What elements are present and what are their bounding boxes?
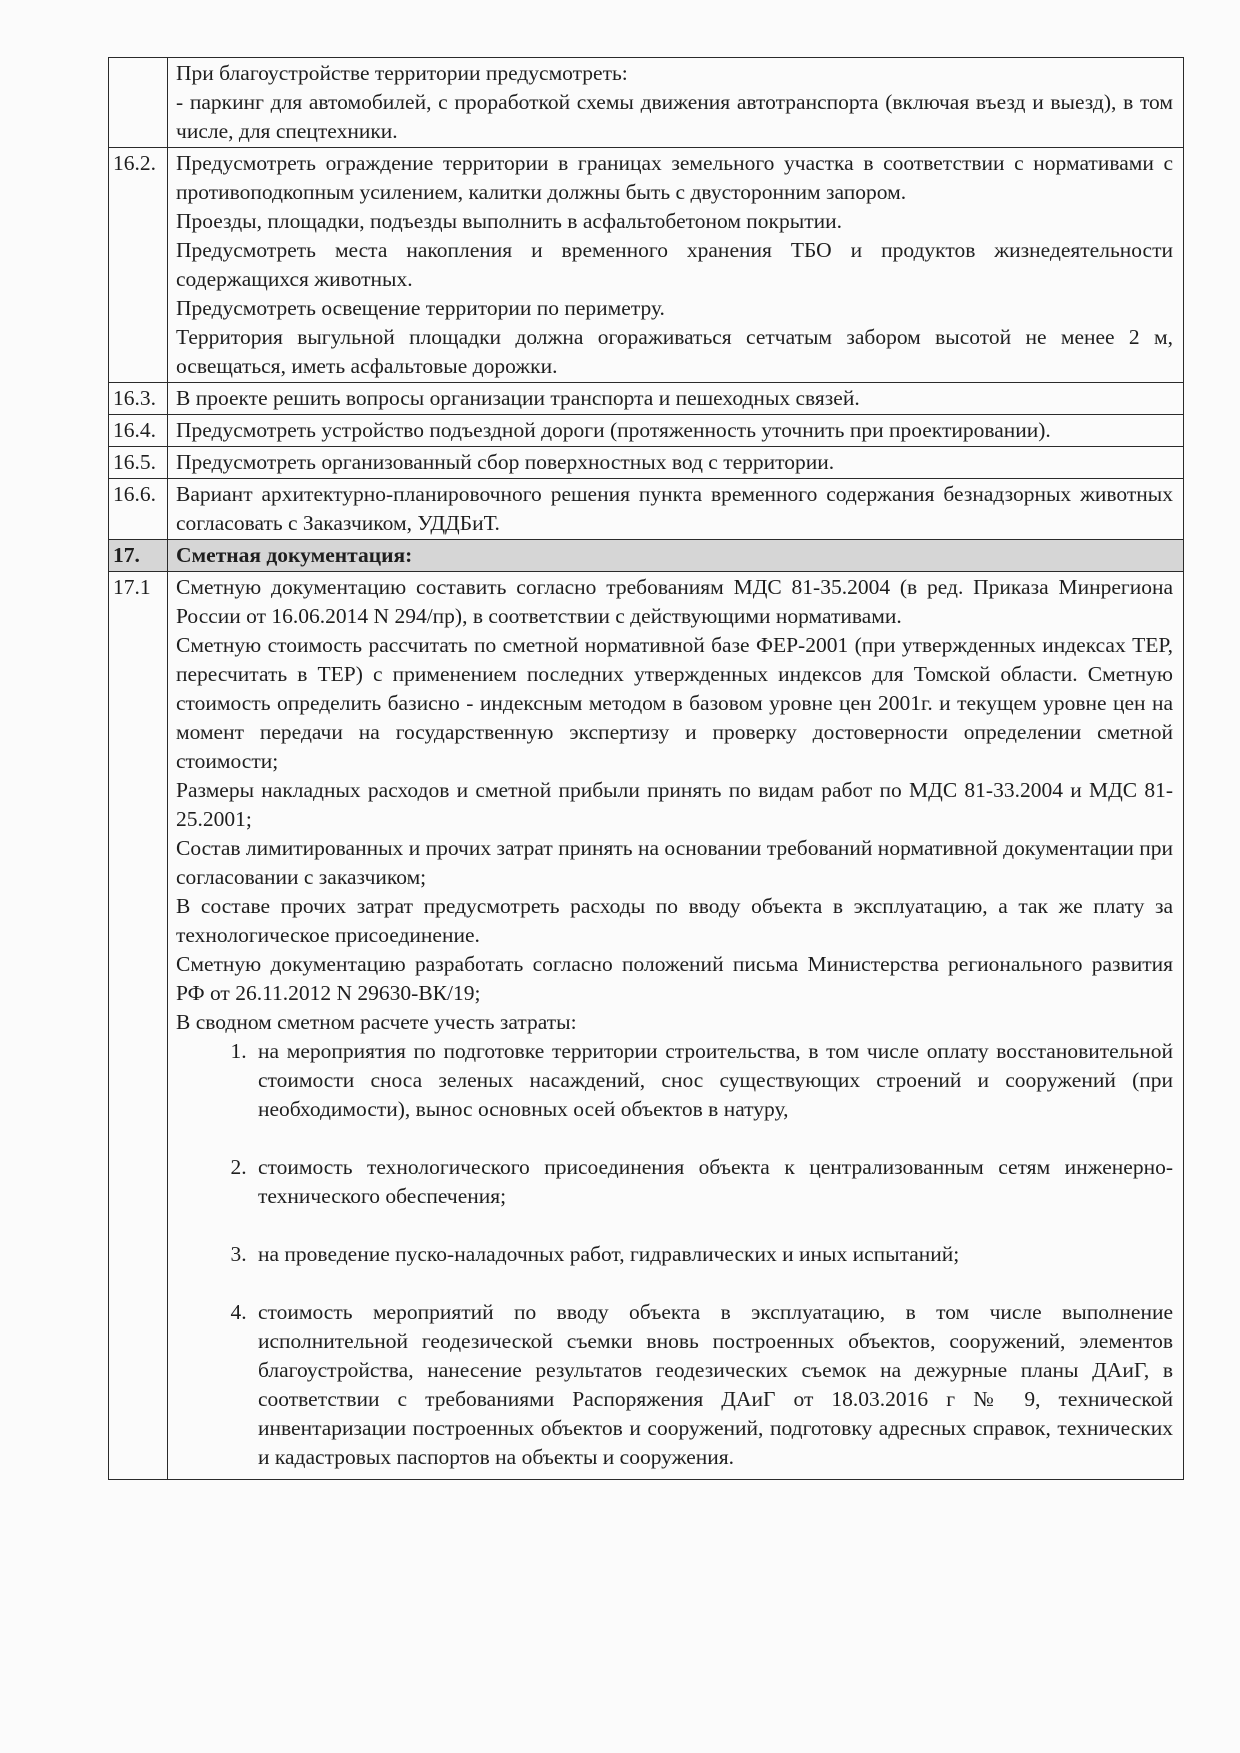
row-number: 16.4. [109,415,168,447]
list-item: 4. стоимость мероприятий по вводу объекта в эксплуатацию, в том числе выполнение исполнительной геодезической съемки вновь построенных объектов, сооружений, элементов благоустройства, нанесение результатов геодезических съемок на дежурные планы ДАиГ, в соответствии с требованиями Распоряжения ДАиГ от 18.03.2016 г № 9, технической инвентаризации построенных объектов и сооружений, подготовку адресных справок, технических и кадастровых паспортов на объекты и сооружения. [252,1298,1173,1472]
row-number: 16.2. [109,148,168,383]
paragraph: Предусмотреть освещение территории по периметру. [176,296,665,320]
table-row [109,415,1184,447]
table-row [109,148,1184,383]
row-text [168,58,1184,148]
paragraph: Сметную документацию составить согласно требованиям МДС 81-35.2004 (в ред. Приказа Минрегиона России от 16.06.2014 N 294/пр), в соответствии с действующими нормативами. [176,575,1173,628]
paragraph: При благоустройстве территории предусмотреть: [176,61,628,85]
paragraph: В проекте решить вопросы организации транспорта и пешеходных связей. [176,386,860,410]
paragraph: Предусмотреть ограждение территории в границах земельного участка в соответствии с нормативами с противоподкопным усилением, калитки должны быть с двусторонним запором. [176,151,1173,204]
row-number: 16.6. [109,479,168,540]
paragraph: Проезды, площадки, подъезды выполнить в асфальтобетоном покрытии. [176,209,842,233]
row-text [168,148,1184,383]
paragraph: Предусмотреть устройство подъездной дороги (протяженность уточнить при проектировании). [176,418,1051,442]
list-item: 1. на мероприятия по подготовке территории строительства, в том числе оплату восстановительной стоимости сноса зеленых насаждений, снос существующих строений и сооружений (при необходимости), вынос основных осей объектов в натуру, [252,1037,1173,1124]
paragraph: Состав лимитированных и прочих затрат принять на основании требований нормативной документации при согласовании с заказчиком; [176,836,1173,889]
paragraph: В сводном сметном расчете учесть затраты: [176,1010,577,1034]
table-row [109,479,1184,540]
paragraph: Предусмотреть места накопления и временного хранения ТБО и продуктов жизнедеятельности содержащихся животных. [176,238,1173,291]
paragraph: Вариант архитектурно-планировочного решения пункта временного содержания безнадзорных животных согласовать с Заказчиком, УДДБиТ. [176,482,1173,535]
paragraph: Территория выгульной площадки должна огораживаться сетчатым забором высотой не менее 2 м, освещаться, иметь асфальтовые дорожки. [176,325,1173,378]
paragraph: Сметную документацию разработать согласно положений письма Министерства регионального развития РФ от 26.11.2012 N 29630-ВК/19; [176,952,1173,1005]
table-row [109,383,1184,415]
row-text [168,415,1184,447]
cost-items-list [176,1037,1173,1472]
row-text [168,383,1184,415]
row-text [168,479,1184,540]
row-number [109,58,168,148]
section-header-row [109,540,1184,572]
row-number: 16.3. [109,383,168,415]
paragraph: В составе прочих затрат предусмотреть расходы по вводу объекта в эксплуатацию, а так же плату за технологическое присоединение. [176,894,1173,947]
row-text [168,572,1184,1480]
list-item: 3. на проведение пуско-наладочных работ, гидравлических и иных испытаний; [252,1240,1173,1269]
table-row [109,58,1184,148]
requirements-table [108,57,1184,1480]
section-number: 17. [109,540,168,572]
table-row [109,447,1184,479]
row-number: 16.5. [109,447,168,479]
paragraph: Предусмотреть организованный сбор поверхностных вод с территории. [176,450,835,474]
paragraph: Размеры накладных расходов и сметной прибыли принять по видам работ по МДС 81-33.2004 и МДС 81-25.2001; [176,778,1173,831]
paragraph: - паркинг для автомобилей, с проработкой схемы движения автотранспорта (включая въезд и выезд), в том числе, для спецтехники. [176,90,1173,143]
table-row [109,572,1184,1480]
row-text [168,447,1184,479]
paragraph: Сметную стоимость рассчитать по сметной нормативной базе ФЕР-2001 (при утвержденных индексах ТЕР, пересчитать в ТЕР) с применением последних утвержденных индексов для Томской области. Сметную стоимость определить базисно - индексным методом в базовом уровне цен 2001г. и текущем уровне цен на момент передачи на государственную экспертизу и проверку достоверности определении сметной стоимости; [176,633,1173,773]
list-item: 2. стоимость технологического присоединения объекта к централизованным сетям инженерно-технического обеспечения; [252,1153,1173,1211]
row-number: 17.1 [109,572,168,1480]
section-title: Сметная документация: [168,540,1184,572]
